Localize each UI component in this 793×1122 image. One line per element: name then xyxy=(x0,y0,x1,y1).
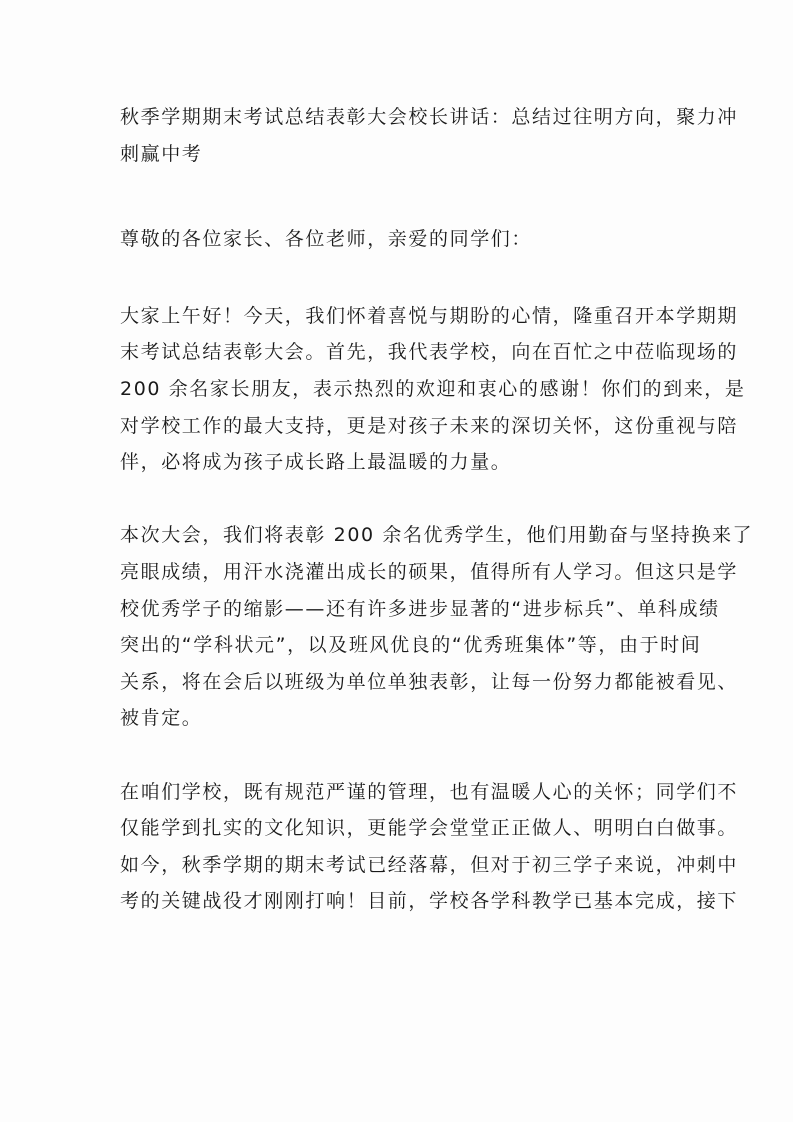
text-line: 对学校工作的最大支持，更是对孩子未来的深切关怀，这份重视与陪 xyxy=(120,414,739,437)
paragraph-2 xyxy=(120,517,754,737)
document-title xyxy=(120,99,739,172)
text-line: 大家上午好！今天，我们怀着喜悦与期盼的心情，隆重召开本学期期 xyxy=(120,304,739,327)
text-line: 关系，将在会后以班级为单位单独表彰，让每一份努力都能被看见、 xyxy=(120,670,739,693)
text-line: 亮眼成绩，用汗水浇灌出成长的硕果，值得所有人学习。但这只是学 xyxy=(120,560,739,583)
greeting-line: 尊敬的各位家长、各位老师，亲爱的同学们： xyxy=(120,228,533,251)
text-line: 伴，必将成为孩子成长路上最温暖的力量。 xyxy=(120,451,512,474)
text-line: 200 余名家长朋友，表示热烈的欢迎和衷心的感谢！你们的到来，是 xyxy=(120,377,746,400)
text-line: 考的关键战役才刚刚打响！目前，学校各学科教学已基本完成，接下 xyxy=(120,890,739,913)
text-line: 校优秀学子的缩影——还有许多进步显著的“进步标兵”、单科成绩 xyxy=(120,597,720,620)
text-line: 如今，秋季学期的期末考试已经落幕，但对于初三学子来说，冲刺中 xyxy=(120,853,739,876)
paragraph-1 xyxy=(120,298,746,481)
title-line: 秋季学期期末考试总结表彰大会校长讲话：总结过往明方向，聚力冲 xyxy=(120,106,739,128)
greeting xyxy=(120,221,676,258)
text-line: 仅能学到扎实的文化知识，更能学会堂堂正正做人、明明白白做事。 xyxy=(120,817,739,840)
text-line: 被肯定。 xyxy=(120,707,203,730)
document-page xyxy=(120,99,754,956)
paragraph-3 xyxy=(120,774,739,920)
text-line: 本次大会，我们将表彰 200 余名优秀学生，他们用勤奋与坚持换来了 xyxy=(120,524,754,547)
text-line: 突出的“学科状元”，以及班风优良的“优秀班集体”等，由于时间 xyxy=(120,634,702,657)
text-line: 末考试总结表彰大会。首先，我代表学校，向在百忙之中莅临现场的 xyxy=(120,341,739,364)
text-line: 在咱们学校，既有规范严谨的管理，也有温暖人心的关怀；同学们不 xyxy=(120,780,739,803)
title-line: 刺赢中考 xyxy=(120,142,203,165)
